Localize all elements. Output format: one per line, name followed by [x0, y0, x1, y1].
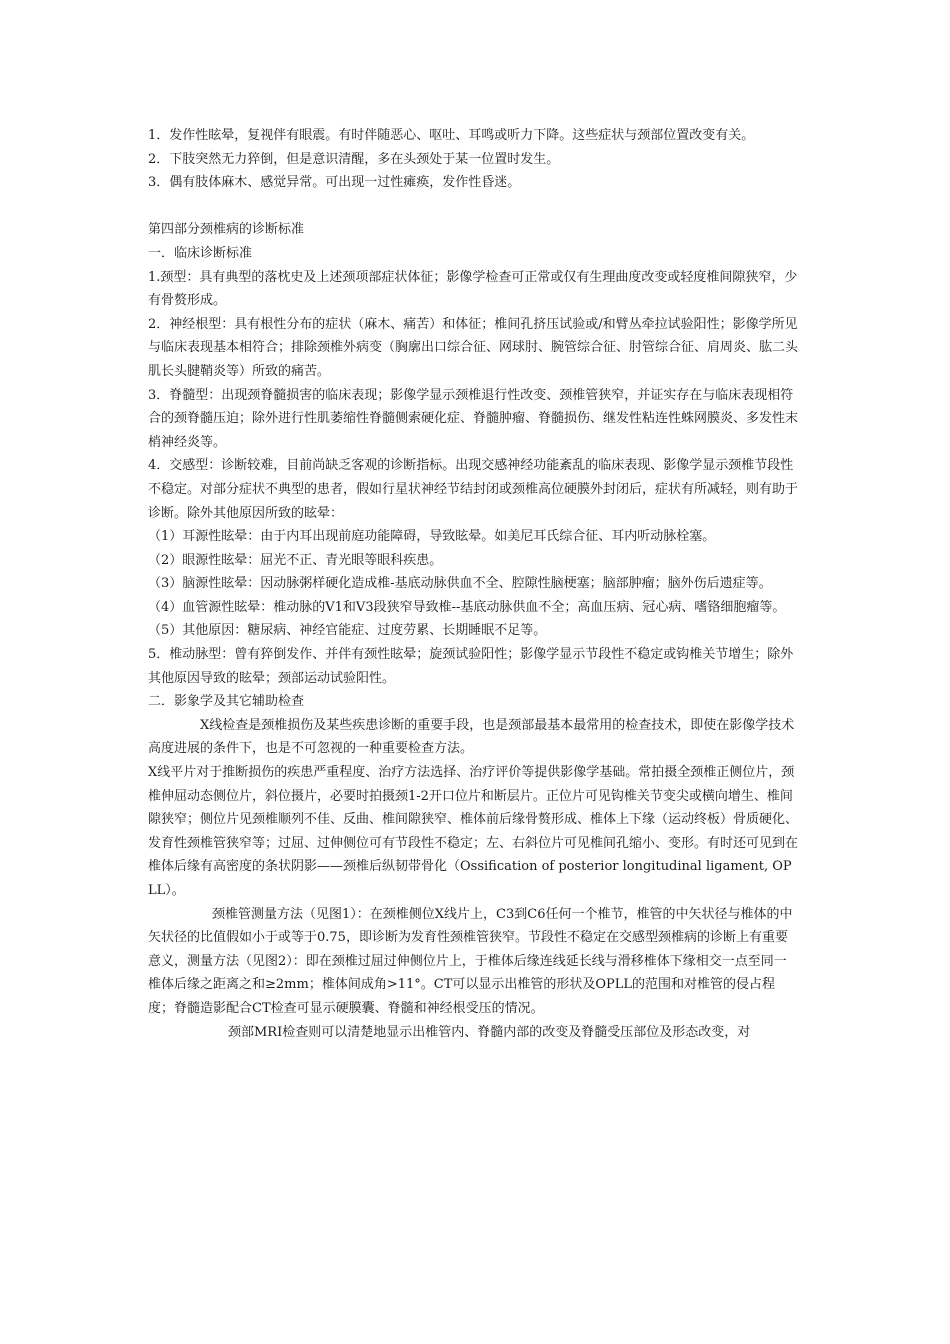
section-title: 第四部分颈椎病的诊断标准	[148, 222, 305, 238]
symptom-1: 1．发作性眩晕，复视伴有眼震。有时伴随恶心、呕吐、耳鸣或听力下降。这些症状与颈部位置改变有关。	[148, 128, 755, 143]
criteria-vertebral-artery-type: 5．椎动脉型：曾有猝倒发作、并伴有颈性眩晕；旋颈试验阳性；影像学显示节段性不稳定或钩椎关节增生；除外其他原因导致的眩晕；颈部运动试验阳性。	[148, 647, 794, 686]
canal-measurement-paragraph: 颈椎管测量方法（见图1）：在颈椎侧位X线片上，C3到C6任何一个椎节，椎管的中矢状径与椎体的中矢状径的比值假如小于或等于0.75，即诊断为发育性颈椎管狭窄。节段性不稳定在交感型颈椎病的诊断上有重要意义，测量方法（见图2）：即在颈椎过屈过伸侧位片上，于椎体后缘连线延长线与滑移椎体下缘相交一点至同一椎体后缘之距离之和≥2mm；椎体间成角>11°。CT可以显示出椎管的形状及OPLL的范围和对椎管的侵占程度；脊髓造影配合CT检查可显示硬膜囊、脊髓和神经根受压的情况。	[148, 906, 793, 1016]
vertigo-cause-2: （2）眼源性眩晕：屈光不正、青光眼等眼科疾患。	[148, 552, 443, 568]
vertigo-cause-5: （5）其他原因：糖尿病、神经官能症、过度劳累、长期睡眠不足等。	[148, 623, 547, 639]
xray-plain-film-paragraph: X线平片对于推断损伤的疾患严重程度、治疗方法选择、治疗评价等提供影像学基础。常拍摄全颈椎正侧位片，颈椎伸屈动态侧位片，斜位摄片，必要时拍摄颈1-2开口位片和断层片。正位片可见钩椎关节变尖或横向增生、椎间隙狭窄；侧位片见颈椎顺列不佳、反曲、椎间隙狭窄、椎体前后缘骨赘形成、椎体上下缘（运动终板）骨质硬化、发育性颈椎管狭窄等；过屈、过伸侧位可有节段性不稳定；左、右斜位片可见椎间孔缩小、变形。有时还可见到在椎体后缘有高密度的条状阴影——颈椎后纵韧带骨化（Ossification of posterior longitudinal ligament, OPLL）。	[148, 765, 799, 898]
subsection-heading-imaging: 二．影象学及其它辅助检查	[148, 694, 305, 710]
criteria-sympathetic-type: 4．交感型：诊断较难，目前尚缺乏客观的诊断指标。出现交感神经功能紊乱的临床表现、影像学显示颈椎节段性不稳定。对部分症状不典型的患者，假如行星状神经节结封闭或颈椎高位硬膜外封闭后，症状有所减轻，则有助于诊断。除外其他原因所致的眩晕：	[148, 458, 799, 521]
document-page	[148, 124, 798, 1044]
vertigo-cause-3: （3）脑源性眩晕：因动脉粥样硬化造成椎-基底动脉供血不全、腔隙性脑梗塞；脑部肿瘤；脑外伤后遗症等。	[148, 576, 772, 592]
subsection-heading-clinical: 一．临床诊断标准	[148, 245, 253, 261]
criteria-myelopathy-type: 3．脊髓型：出现颈脊髓损害的临床表现；影像学显示颈椎退行性改变、颈椎管狭窄，并证实存在与临床表现相符合的颈脊髓压迫；除外进行性肌萎缩性脊髓侧索硬化症、脊髓肿瘤、脊髓损伤、继发性粘连性蛛网膜炎、多发性末梢神经炎等。	[148, 387, 799, 450]
symptom-2: 2．下肢突然无力猝倒，但是意识清醒，多在头颈处于某一位置时发生。	[148, 151, 560, 167]
criteria-neck-type: 1.颈型：具有典型的落枕史及上述颈项部症状体征；影像学检查可正常或仅有生理曲度改变或轻度椎间隙狭窄，少有骨赘形成。	[148, 269, 798, 309]
vertigo-cause-4: （4）血管源性眩晕：椎动脉的V1和V3段狭窄导致椎--基底动脉供血不全；高血压病、冠心病、嗜铬细胞瘤等。	[148, 599, 786, 615]
spacer	[148, 195, 798, 219]
mri-paragraph: 颈部MRI检查则可以清楚地显示出椎管内、脊髓内部的改变及脊髓受压部位及形态改变，对	[228, 1024, 751, 1040]
symptom-3: 3．偶有肢体麻木、感觉异常。可出现一过性瘫痪，发作性昏迷。	[148, 175, 521, 191]
vertigo-cause-1: （1）耳源性眩晕：由于内耳出现前庭功能障碍，导致眩晕。如美尼耳氏综合征、耳内听动脉栓塞。	[148, 529, 716, 545]
xray-intro-paragraph: X线检查是颈椎损伤及某些疾患诊断的重要手段，也是颈部最基本最常用的检查技术，即使在影像学技术高度进展的条件下，也是不可忽视的一种重要检查方法。	[148, 717, 795, 757]
criteria-nerve-root-type: 2．神经根型：具有根性分布的症状（麻木、痛苦）和体征；椎间孔挤压试验或/和臂丛牵拉试验阳性；影像学所见与临床表现基本相符合；排除颈椎外病变（胸廓出口综合征、网球肘、腕管综合征、肘管综合征、肩周炎、肱二头肌长头腱鞘炎等）所致的痛苦。	[148, 316, 799, 379]
